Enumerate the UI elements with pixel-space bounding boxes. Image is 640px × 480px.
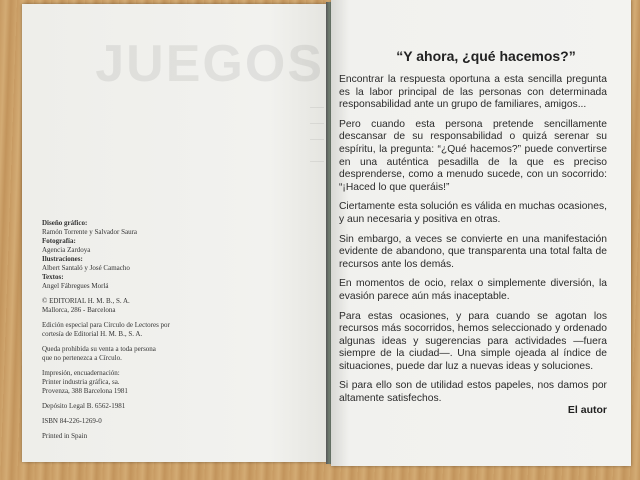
prohibition-line-2: que no pertenezca a Círculo. <box>42 354 122 362</box>
printing-line-3: Provenza, 388 Barcelona 1981 <box>42 387 128 395</box>
credit-label-illustrations: Ilustraciones: <box>42 255 83 263</box>
paragraph: Ciertamente esta solución es válida en muchas ocasiones, y aun necesaria y positiva en otras. <box>339 201 607 225</box>
credit-value-photo: Agencia Zardoya <box>42 246 91 254</box>
credit-value-design: Ramón Torrente y Salvador Saura <box>42 228 138 236</box>
author-signature: El autor <box>567 404 607 416</box>
publisher-line-1: © EDITORIAL H. M. B., S. A. <box>42 297 130 305</box>
paragraph: Sin embargo, a veces se convierte en una manifestación evidente de abandono, que transparenta una total falta de recursos ante los demás. <box>339 233 607 270</box>
credit-value-illustrations: Albert Santaló y José Camacho <box>42 264 130 272</box>
printing-line-1: Impresión, encuadernación: <box>42 369 120 377</box>
printed-in: Printed in Spain <box>42 432 88 440</box>
paragraph: Si para ello son de utilidad estos papeles, nos damos por altamente satisfechos. <box>339 380 607 405</box>
printing-line-2: Printer industria gráfica, sa. <box>42 378 120 386</box>
credit-label-design: Diseño gráfico: <box>42 219 88 227</box>
credit-label-photo: Fotografía: <box>42 237 76 245</box>
left-page <box>22 4 330 462</box>
colophon <box>42 219 212 441</box>
intro-text <box>339 74 607 413</box>
prohibition-line-1: Queda prohibida su venta a toda persona <box>42 345 156 353</box>
paragraph: Encontrar la respuesta oportuna a esta sencilla pregunta es la labor principal de las personas con determinada responsabilidad ante un grupo de familiares, amigos... <box>339 74 607 111</box>
right-page <box>331 0 631 466</box>
paragraph: En momentos de ocio, relax o simplemente diversión, la evasión parece aún más inaceptable. <box>339 278 607 302</box>
credit-label-texts: Textos: <box>42 273 64 281</box>
paragraph: Para estas ocasiones, y para cuando se agotan los recursos más socorridos, hemos seleccionado y ordenado algunas ideas y sugerencias para actividades —fuera siempre de la ciudad—. Una simple ojeada al índice de situaciones, puede dar luz a nuevas ideas y soluciones. <box>339 310 607 372</box>
edition-line-2: cortesía de Editorial H. M. B., S. A. <box>42 330 143 338</box>
isbn: ISBN 84-226-1269-0 <box>42 417 102 425</box>
edition-line-1: Edición especial para Círculo de Lectores por <box>42 321 170 329</box>
show-through-print: JUEGOS — — — — <box>95 35 324 168</box>
legal-deposit: Depósito Legal B. 6562-1981 <box>42 402 126 410</box>
page-title: “Y ahora, ¿qué hacemos?” <box>396 48 576 64</box>
publisher-line-2: Mallorca, 286 - Barcelona <box>42 306 116 314</box>
paragraph: Pero cuando esta persona pretende sencillamente descansar de su responsabilidad o quizá serenar su espíritu, la pregunta: “¿Qué hacemos?” puede convertirse en una auténtica pesadilla de la que es preciso desprenderse, como a menudo sucede, con un socorrido: “¡Haced lo que queráis!” <box>339 118 607 193</box>
credit-value-texts: Angel Fábregues Morlá <box>42 282 109 290</box>
